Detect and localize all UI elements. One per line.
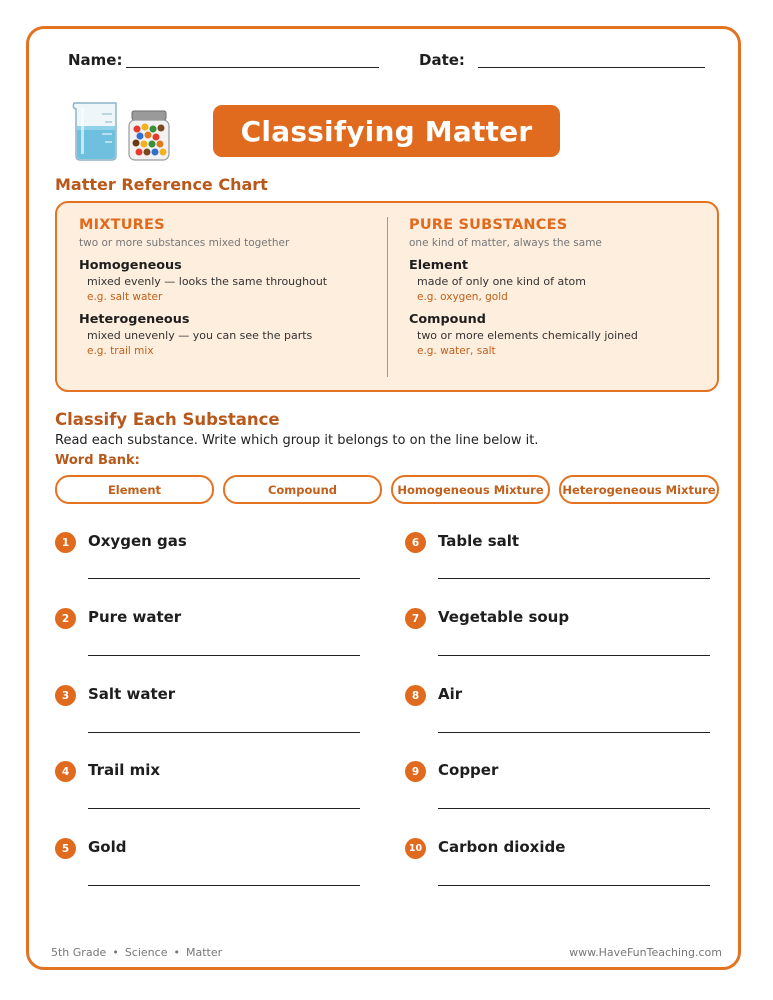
footer-site-link[interactable]: www.HaveFunTeaching.com bbox=[569, 946, 722, 959]
name-label: Name: bbox=[68, 51, 123, 69]
question-number: 8 bbox=[405, 685, 426, 706]
word-bank-heterogeneous-mixture: Heterogeneous Mixture bbox=[559, 475, 719, 504]
answer-line[interactable] bbox=[438, 808, 710, 809]
pure-substances-column bbox=[409, 217, 638, 357]
answer-line[interactable] bbox=[88, 655, 360, 656]
term-name: Element bbox=[409, 258, 469, 273]
question-number: 6 bbox=[405, 532, 426, 553]
term-name: Compound bbox=[409, 312, 486, 327]
reference-chart-title: Matter Reference Chart bbox=[55, 175, 268, 194]
answer-line[interactable] bbox=[438, 578, 710, 579]
term-example: e.g. water, salt bbox=[417, 345, 496, 357]
question-number: 1 bbox=[55, 532, 76, 553]
question-substance: Copper bbox=[438, 761, 499, 779]
term-example: e.g. salt water bbox=[87, 291, 163, 303]
answer-line[interactable] bbox=[438, 732, 710, 733]
term-definition: mixed unevenly — you can see the parts bbox=[87, 329, 313, 342]
pure-substances-subtitle: one kind of matter, always the same bbox=[409, 237, 602, 249]
question-substance: Salt water bbox=[88, 685, 176, 703]
question-number: 10 bbox=[405, 838, 426, 859]
question-number: 7 bbox=[405, 608, 426, 629]
question-number: 9 bbox=[405, 761, 426, 782]
word-bank-element: Element bbox=[55, 475, 214, 504]
question-number: 2 bbox=[55, 608, 76, 629]
name-line[interactable] bbox=[126, 67, 379, 68]
date-line[interactable] bbox=[478, 67, 705, 68]
instructions: Read each substance. Write which group it belongs to on the line below it. bbox=[55, 433, 539, 448]
answer-line[interactable] bbox=[88, 578, 360, 579]
chart-divider bbox=[387, 217, 388, 377]
mixtures-subtitle: two or more substances mixed together bbox=[79, 237, 290, 249]
question-substance: Carbon dioxide bbox=[438, 838, 566, 856]
question-substance: Gold bbox=[88, 838, 127, 856]
answer-line[interactable] bbox=[438, 655, 710, 656]
term-example: e.g. trail mix bbox=[87, 345, 154, 357]
question-substance: Table salt bbox=[438, 532, 520, 550]
question-substance: Pure water bbox=[88, 608, 182, 626]
answer-line[interactable] bbox=[88, 732, 360, 733]
pure-substances-heading: PURE SUBSTANCES bbox=[409, 217, 568, 233]
term-definition: mixed evenly — looks the same throughout bbox=[87, 275, 328, 288]
date-label: Date: bbox=[419, 51, 465, 69]
question-number: 5 bbox=[55, 838, 76, 859]
term-name: Heterogeneous bbox=[79, 312, 190, 327]
reference-chart bbox=[55, 201, 719, 392]
mixtures-column bbox=[79, 217, 327, 357]
term-definition: two or more elements chemically joined bbox=[417, 329, 638, 342]
question-number: 4 bbox=[55, 761, 76, 782]
answer-line[interactable] bbox=[438, 885, 710, 886]
bullet-separator: • bbox=[173, 946, 180, 959]
classify-title: Classify Each Substance bbox=[55, 410, 280, 429]
jar-of-candies-icon bbox=[126, 110, 172, 162]
beaker-icon bbox=[72, 100, 122, 162]
term-example: e.g. oxygen, gold bbox=[417, 291, 508, 303]
answer-line[interactable] bbox=[88, 808, 360, 809]
footer-meta bbox=[51, 946, 222, 959]
question-substance: Trail mix bbox=[88, 761, 161, 779]
question-substance: Oxygen gas bbox=[88, 532, 187, 550]
question-substance: Vegetable soup bbox=[438, 608, 570, 626]
word-bank-label: Word Bank: bbox=[55, 453, 140, 468]
question-substance: Air bbox=[438, 685, 463, 703]
question-number: 3 bbox=[55, 685, 76, 706]
term-name: Homogeneous bbox=[79, 258, 182, 273]
bullet-separator: • bbox=[112, 946, 119, 959]
page-title: Classifying Matter bbox=[213, 105, 560, 157]
footer-grade: 5th Grade bbox=[51, 946, 107, 959]
word-bank-compound: Compound bbox=[223, 475, 382, 504]
footer-subject: Science bbox=[124, 946, 168, 959]
term-definition: made of only one kind of atom bbox=[417, 275, 587, 288]
footer-topic: Matter bbox=[185, 946, 223, 959]
mixtures-heading: MIXTURES bbox=[79, 217, 165, 233]
answer-line[interactable] bbox=[88, 885, 360, 886]
word-bank-homogeneous-mixture: Homogeneous Mixture bbox=[391, 475, 550, 504]
